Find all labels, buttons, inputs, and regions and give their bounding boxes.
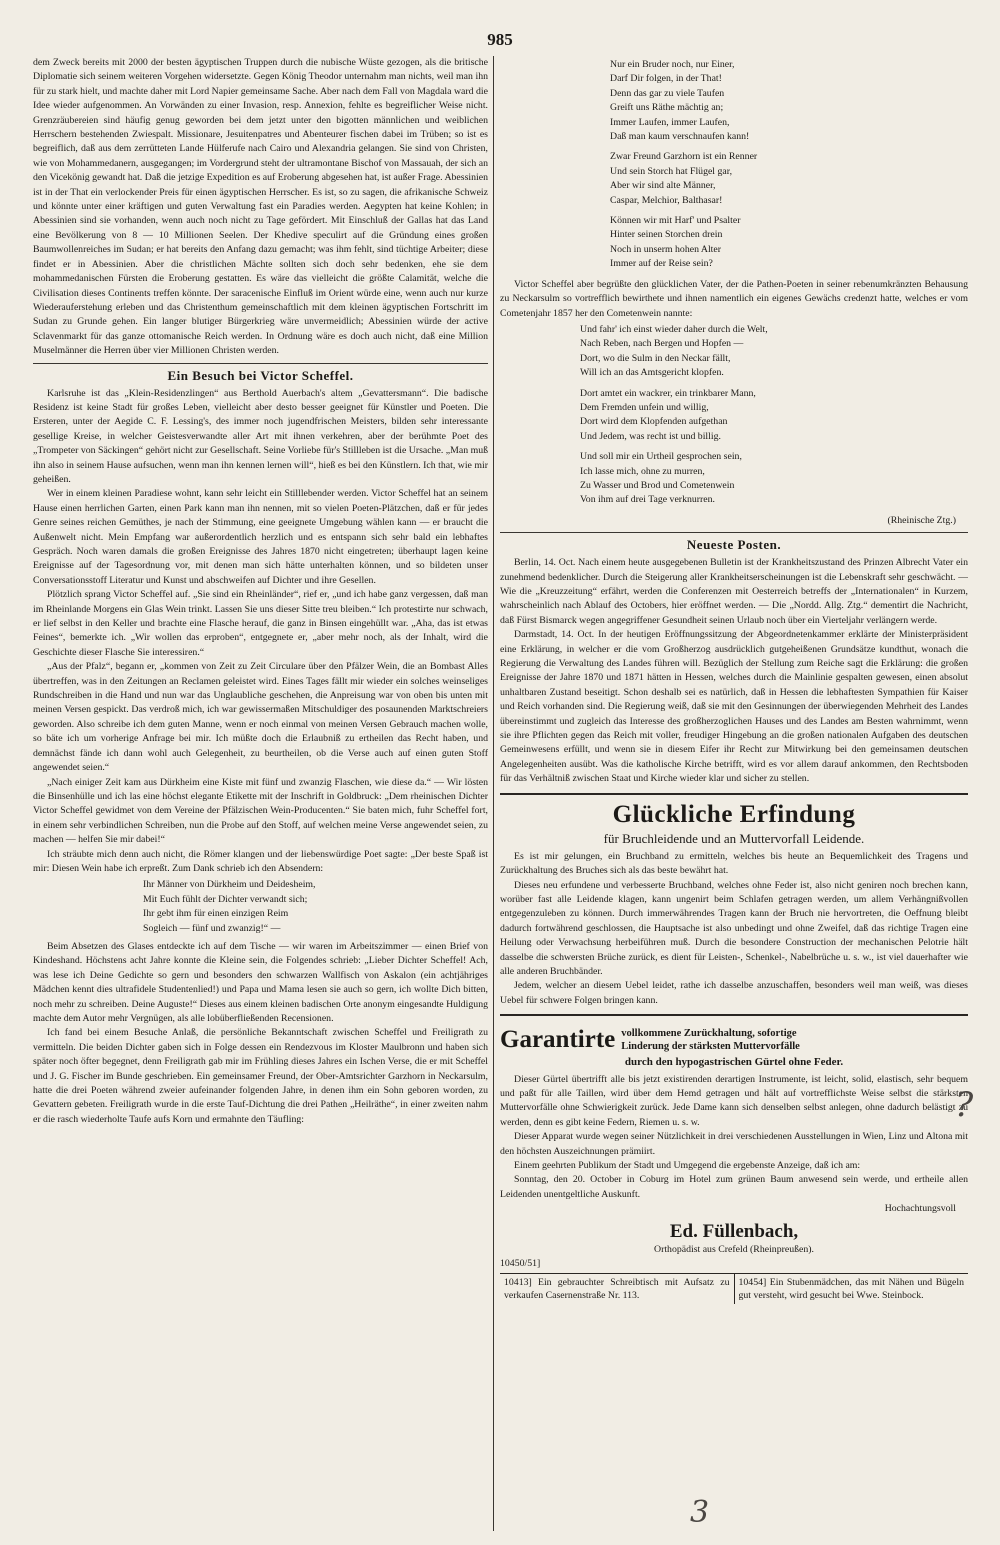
ad-text: Einem geehrten Publikum der Stadt und Umgegend die ergebenste Anzeige, daß ich am: <box>514 1160 861 1171</box>
ad-subtitle: durch den hypogastrischen Gürtel ohne Feder. <box>624 1056 844 1069</box>
news-heading: Neueste Posten. <box>686 537 782 553</box>
ad-text: Es ist mir gelungen, ein Bruchband zu ermitteln, welches bis heute an Bequemlichkeit des Tragens und Zurückhaltung des Bruches sich als das beste bewährt hat. <box>500 850 968 877</box>
ad-header-line: Linderung der stärksten Muttervorfälle <box>621 1041 800 1053</box>
poem-line: Können wir mit Harf' und Psalter <box>610 215 741 227</box>
poem-line: Und soll mir ein Urtheil gesprochen sein, <box>580 451 742 463</box>
article-paragraph: Beim Absetzen des Glases entdeckte ich auf dem Tische — wir waren im Arbeitszimmer — einen Brief von Kindeshand. Höchstens acht Jahre konnte die Kleine sein, die Folgendes schrieb: „Lieber Dichter Scheffel! Ach, was lese ich Deine Gedichte so gern und besonders den schwarzen Wallfisch von Askalon (ein achtjähriges Mädchen kennt dies ultrafidele Studentenlied!) und Papa und Mama lesen sie auch so gern, ich wollte Dich bitten, noch mehr zu schreiben. Deine Auguste!“ Dieses aus einem kleinen badischen Orte anonym eingesandte Huldigung machte dem Autor mehr Vergnügen, als alle lobüberfließenden Recensionen. <box>33 940 488 1024</box>
ad-subtitle: für Bruchleidende und an Muttervorfall Leidende. <box>603 830 865 846</box>
poem-stanza <box>580 387 968 445</box>
article-heading: Ein Besuch bei Victor Scheffel. <box>167 367 354 383</box>
handwritten-mark: 3 <box>690 1495 710 1530</box>
poem-stanza <box>580 450 968 508</box>
poem-line: Immer auf der Reise sein? <box>610 258 713 270</box>
article-paragraph: „Nach einiger Zeit kam aus Dürkheim eine Kiste mit fünf und zwanzig Flaschen, wie diese da.“ — Wir lösten die Binsenhülle und ich las eine höchst elegante Etikette mit der Inschrift in Goldbruck: „Dem rheinischen Dichter Victor Scheffel gewidmet von dem Vereine der Pfälzischen Wein-Producenten.“ Sie baten mich, fuhr Scheffel fort, in einem sehr verbindlichen Schreiben, nun die Probe auf den Stoff, auf welchen meine Verse angewendet seien, zu machen — helfen Sie mir dabei!“ <box>33 776 488 846</box>
article-paragraph: „Aus der Pfalz“, begann er, „kommen von Zeit zu Zeit Circulare über den Pfälzer Wein, die an Bombast Alles übertreffen, was in den Zeitungen an Reclamen geleistet wird. Eines Tages fällt mir wieder ein solches weinseliges Rundschreiben in die Hand und nun war das Unglaubliche geschehen, die Anpreisung war von oben bis unten mit meinen Versen gespickt. Das verdroß mich, ich war gewissermaßen Mitschuldiger des posaunenden Marktschreiers geworden. Also schreibe ich dem guten Manne, wenn er noch einmal von meinen Versen Gebrauch machen wolle, so bäte ich um vorherige Anfrage bei mir. Ich müßte doch die Erlaubniß zu ertheilen das Recht haben, und demnächst fände ich dann wohl auch Gelegenheit, zu beurtheilen, ob die Verse auch auf einen guten Stoff angewendet seien.“ <box>33 661 488 774</box>
article-paragraph: Wer in einem kleinen Paradiese wohnt, kann sehr leicht ein Stilllebender werden. Victor Scheffel hat an seinem Hause einen herrlichen Garten, einen Park kann man ihn nennen, mit so vielen Poeten-Plätzchen, daß er für jedes Genre seines reichen Gemüthes, je nach der Stimmung, eine geeignete Umgebung wählen kann — er braucht die Außenwelt nicht. Mein Empfang war außerordentlich herzlich und es entspann sich sehr bald ein lebhaftes Gespräch. Noch waren damals die großen Ereignisse des Jahres 1870 nicht eingetreten; überhaupt lagen keine Ereignisse auf der Tagesordnung vor, mit denen man sich hätte unterhalten können, und so bildeten unser Conversationsstoff Literatur und Kunst und abschweifen auf Dichter und ihre Gesellen. <box>33 488 488 586</box>
poem-line: Und fahr' ich einst wieder daher durch die Welt, <box>580 323 768 335</box>
ad-signature-subtitle: Orthopädist aus Crefeld (Rheinpreußen). <box>654 1243 814 1255</box>
poem-line: Mit Euch fühlt der Dichter verwandt sich; <box>143 893 308 905</box>
poem-line: Dort wird dem Klopfenden aufgethan <box>580 416 728 428</box>
news-item: Berlin, 14. Oct. Nach einem heute ausgegebenen Bulletin ist der Krankheitszustand des Prinzen Albrecht Vater ein zunehmend bedenklicher. Durch die Steigerung aller Krankheitserscheinungen ist die Lebenskraft sehr geschwächt. — Wie die „Kreuzzeitung“ erfährt, werden die Conferenzen mit Oesterreich betreffs der „Internationalen“ in Kurzem, wahrscheinlich nach Ablauf des Octobers, hier eröffnet werden. — Die „Nordd. Allg. Ztg.“ dementirt die Nachricht, daß Fürst Bismarck wegen angegriffener Gesundheit seinen Urlaub noch über ein Vierteljahr verlängern werde. <box>500 557 968 626</box>
ad-closing: Hochachtungsvoll <box>884 1203 956 1215</box>
poem-line: Dort, wo die Sulm in den Neckar fällt, <box>580 352 731 364</box>
poem-stanza <box>610 214 968 272</box>
poem-line: Darf Dir folgen, in der That! <box>610 73 722 85</box>
ad-text: Sonntag, den 20. October in Coburg im Hotel zum grünen Baum anwesend sein werde, und ertheile allen Leidenden unentgeltliche Auskunft. <box>500 1174 968 1200</box>
ad-id: 10450/51] <box>500 1258 541 1270</box>
page-number: 985 <box>487 30 513 49</box>
ad-text: Jedem, welcher an diesem Uebel leidet, rathe ich dasselbe anzuschaffen, besonders weil man weiß, was dieses Uebel für schwere Folgen bringen kann. <box>500 980 968 1006</box>
ad-signature: Ed. Füllenbach, <box>669 1220 799 1242</box>
poem-line: Zu Wasser und Brod und Cometenwein <box>580 479 735 491</box>
handwritten-mark: ? <box>955 1085 974 1125</box>
news-item: Darmstadt, 14. Oct. In der heutigen Eröffnungssitzung der Abgeordnetenkammer erklärte der Ministerpräsident eine Erklärung, in welcher er die vom Großherzog ausdrücklich gutgeheißenen Grundsätze kundthut, wonach die Regierung die Verwaltung des Landes führen will. Bezüglich der Stellung zum Reiche sagt die Erklärung: die großen Ereignisse der Jahre 1870 und 1871 hätten in Hessen, welches durch die Mainlinie gespalten gewesen, einen absolut unhaltbaren Zustand beseitigt. Schon deshalb sei es natürlich, daß in Hessen die lebhaftesten Sympathien für Kaiser und Reich vorhanden sind. Die Regierung weiß, daß sie mit den Gesinnungen der überwiegenden Mehrheit des Landes übereinstimmt und zugleich das Interesse des großherzoglichen Hauses und des Landes am Besten wahrnimmt, wenn sie ihre Pflichten gegen das Reich mit voller, freudiger Hingebung an die großen nationalen Aufgaben des deutschen Gemeinwesens erfüllt, und wenn sie in diesem Eifer ihr Recht zur Mitwirkung bei den gemeinsamen deutschen Angelegenheiten ausübt. Was die katholische Kirche betrifft, wird es vor allem darauf ankommen, den Rechtsboden für das Verhältniß zwischen Staat und Kirche wieder klar und sicher zu stellen. <box>500 629 968 785</box>
poem-line: Ich lasse mich, ohne zu murren, <box>580 465 705 477</box>
ad-title: Glückliche Erfindung <box>612 800 856 828</box>
ad-text: Dieser Apparat wurde wegen seiner Nützlichkeit in drei verschiedenen Ausstellungen in Wien, Linz und Altona mit den höchsten Auszeichnungen prämiirt. <box>500 1131 968 1157</box>
column-divider <box>33 363 488 364</box>
poem-line: Daß man kaum verschnaufen kann! <box>610 131 750 143</box>
poem-line: Von ihm auf drei Tage verknurren. <box>580 494 715 506</box>
poem-stanza <box>580 323 968 381</box>
poem-line: Ihr gebt ihm für einen einzigen Reim <box>143 908 289 920</box>
advertisement-guertel <box>500 1014 968 1271</box>
poem-line: Und sein Storch hat Flügel gar, <box>610 165 733 177</box>
left-column <box>33 56 488 1531</box>
article-paragraph: Ich fand bei einem Besuche Anlaß, die persönliche Bekanntschaft zwischen Scheffel und Freiligrath zu vermitteln. Die beiden Dichter gaben sich in Folge dessen ein Rendezvous im Kloster Maulbronn und haben sich später noch öfter begegnet, denn Freiligrath gab mir im Frühling dieses Jahres ein Ischen Verse, die er mit Scheffel und J. G. Fischer im Bunde geschrieben. Ein gemeinsamer Freund, der Ober-Amtsrichter Garzhorn in Neckarsulm, hatte die drei Poeten während zweier aufeinander folgenden Jahre, in denen ihm ein Sohn geboren worden, zu Gevattern gebeten. Freiligrath wurde in die erste Tauf-Dichtung die drei Pathen „Heilräthe“, in einer zweiten nahm er die rasch wiederholte Taufe aufs Korn und ermahnte den Täufling: <box>33 1027 488 1125</box>
advertisement-bruchband <box>500 793 968 1008</box>
ad-title: Garantirte <box>500 1026 616 1054</box>
ad-header <box>500 1026 968 1054</box>
poem-line: Nach Reben, nach Bergen und Hopfen — <box>580 338 744 350</box>
poem-line: Greift uns Räthe mächtig an; <box>610 102 724 114</box>
poem-line: Und Jedem, was recht ist und billig. <box>580 430 721 442</box>
poem-block <box>500 323 968 508</box>
poem-line: Caspar, Melchior, Balthasar! <box>610 194 723 206</box>
article-source: (Rheinische Ztg.) <box>887 514 956 526</box>
poem-stanza <box>610 58 968 144</box>
article-paragraph: Karlsruhe ist das „Klein-Residenzlingen“ aus Berthold Auerbach's altem „Gevattersmann“. Die badische Residenz ist keine Stadt für großes Leben, vielleicht aber desto besser geeignet für Künstler und Poeten. Die Ersteren, unter der Aegide C. F. Lessing's, des immer noch jugendfrischen Meisters, bilden sehr interessante gesellige Kreise, in welcher Geistesverwandte aller Art mit ihnen verkehren, aber der berühmte Poet des „Trompeter von Säckingen“ gehört nicht zur Gesellschaft. Seine Vorliebe für's Stillleben ist die Ursache. „Man muß ihn also in seinem Hause aufsuchen, wenn man ihn kennen lernen will“, hieß es bei den Künstlern. Ich that, wie mir geheißen. <box>33 387 488 485</box>
article-paragraph: dem Zweck bereits mit 2000 der besten ägyptischen Truppen durch die nubische Wüste gezogen, als die britische Diplomatie sich seinem weiteren Vorgehen widersetzte. Gegen König Theodor unternahm man nichts, weil man ihn für zu stark hielt, und machte daher mit Lord Napier gemeinsame Sache. Aber nach dem Fall von Magdala ward die Idee wieder aufgenommen. An Vorwänden zu einer Invasion, resp. Annexion, fehlte es begreiflicher Weise nicht. Grenzräubereien sind häufig genug geworden bei dem jetzt unter den bigotten männlichen und weiblichen Herrschern bestehenden Zwiespalt. Missionare, Jesuitenpatres und Abenteurer fischen dabei im Trüben; so ist es begreiflich, daß aus dem zerrütteten Lande Hülferufe nach Cairo und Alexandria gelangen. Sie sind von Christen, wie von Mohammedanern, ausgegangen; im Vordergrund steht der ultramontane Bischof von Massauah, der sich an den Vicekönig gewandt hat. Daß die jetzige Expedition es auf Eroberung abgesehen hat, ist außer Frage. Abessinien ist in der That ein verlockender Preis für einen ägyptischen Herrscher. Es ist, so zu sagen, die afrikanische Schweiz und könnte unter einer kräftigen und guten Verwaltung fast ein Paradies werden. Aegypten hat keine Kohlen; in Abessinien sind sie vorhanden, wenn auch noch nicht zu Tage gefördert. Mit Einschluß der Gallas hat das Land eine Bevölkerung von 8 — 10 Millionen Seelen. Der Khedive speculirt auf die Gründung eines großen Baumwollenreiches im Sudan; er hat bereits den Anfang dazu gemacht; was ihm fehlt, sind tüchtige Arbeiter; diese findet er in Abessinien. Aber die christlichen Mächte sollten sich doch sehr bedenken, ehe sie dem mohammedanischen Fürsten die Eroberung gestatten. Es wäre das vielleicht die größte Calamität, welche die Civilisation dieses Continents treffen könnte. Der saracenische Einfluß im Orient würde eine, wenn auch nur kurze Wiederauferstehung erleben und das Christenthum gemeinschaftlich mit dem kleinen ägyptischen Fortschritt im Sudan zu Grunde gehen. Ein langer blutiger Bürgerkrieg wäre unvermeidlich; Abessinien würde der active Sclavenmarkt für das ganze ottomanische Reich werden. In Ordnung wäre es doch auch nicht, daß eine Million Muselmänner die Herren über vier Millionen Christen werden. <box>33 57 488 357</box>
poem-line: Ihr Männer von Dürkheim und Deidesheim, <box>143 879 316 891</box>
right-column <box>500 56 968 1531</box>
poem-block <box>33 878 488 936</box>
classified-ads <box>500 1273 968 1304</box>
ad-text: Dieses neu erfundene und verbesserte Bruchband, welches ohne Feder ist, also nicht geniren noch brechen kann, worüber fast alle Leidende klagen, kann ungenirt beim Schlafen getragen werden, um allem Verhängnißvollen entgegenzuleben zu können. Durch immerwährendes Tragen kann der Bruch nie hervortreten, die Oeffnung bleibt dadurch fortwährend geschlossen, die Hauptsache ist also unbedingt und ohne Zweifel, daß das richtige Tragen eine Heilung oder Verwachsung herbeiführen muß. Durch die besondere Construction der mechanischen Pelotrie hält dasselbe die schwersten Brüche zurück, es dient für Leisten-, Schenkel-, Nabelbrüche u. s. w., ist viel dauerhafter wie alle anderen Bruchbänder. <box>500 879 968 977</box>
poem-line: Denn das gar zu viele Taufen <box>610 87 725 99</box>
classified-ad: 10413] Ein gebrauchter Schreibtisch mit Aufsatz zu verkaufen Casernenstraße Nr. 113. <box>504 1277 730 1302</box>
column-divider <box>500 532 968 533</box>
classified-ad: 10454] Ein Stubenmädchen, das mit Nähen und Bügeln gut versteht, wird gesucht bei Wwe. Steinbock. <box>734 1274 969 1304</box>
poem-line: Immer Laufen, immer Laufen, <box>610 116 730 128</box>
poem-block <box>500 58 968 272</box>
poem-line: Noch in unserm hohen Alter <box>610 243 722 255</box>
ad-header-line: vollkommene Zurückhaltung, sofortige <box>621 1028 797 1040</box>
article-paragraph: Plötzlich sprang Victor Scheffel auf. „Sie sind ein Rheinländer“, rief er, „und ich habe ganz vergessen, daß man im Rheinlande Morgens ein Glas Wein trinkt. Lassen Sie uns dieser Sitte treu bleiben.“ Ich protestirte nur schwach, er lief selbst in den Keller und brachte eine Flasche herauf, die ganz in Binsen eingehüllt war. „Aha, das ist etwas Feines“, bemerkte ich. „Wir wollen das erproben“, entgegnete er, „aber mehr noch, als der Inhalt, wird die Geschichte dieser Flasche Sie interessiren.“ <box>33 589 488 658</box>
poem-line: Nur ein Bruder noch, nur Einer, <box>610 59 735 70</box>
poem-line: Dem Fremden unfein und willig, <box>580 401 709 413</box>
article-paragraph: Ich sträubte mich denn auch nicht, die Römer klangen und der liebenswürdige Poet sagte: „Der beste Spaß ist mir: Diesen Wein habe ich erpreßt. Zum Dank schrieb ich den Absendern: <box>33 848 488 874</box>
ad-header-lines <box>621 1027 800 1053</box>
poem-line: Sogleich — fünf und zwanzig!“ — <box>143 922 281 934</box>
poem-line: Hinter seinen Storchen drein <box>610 229 723 241</box>
poem-line: Zwar Freund Garzhorn ist ein Renner <box>610 151 758 163</box>
poem-stanza <box>610 150 968 208</box>
column-rule <box>493 56 494 1531</box>
poem-line: Will ich an das Amtsgericht klopfen. <box>580 367 724 379</box>
article-paragraph: Victor Scheffel aber begrüßte den glücklichen Vater, der die Pathen-Poeten in seiner rebenumkränzten Behausung zu Neckarsulm so vortrefflich bewirthete und ihnen namentlich ein eigenes Gewächs credenzt hatte, welches er vom Cometenjahr 1857 her den Cometenwein nannte: <box>500 278 968 319</box>
ad-text: Dieser Gürtel übertrifft alle bis jetzt existirenden derartigen Instrumente, ist leicht, solid, elastisch, sehr bequem und paßt für alle Taillen, wird über dem Hemd getragen und hält auf vortrefflichste Weise selbst die stärksten Muttervorfälle ohne Schwierigkeit zurück. Jede Dame kann sich denselben selbst anlegen, ohne dadurch belästigt zu werden, denn es gibt keine Federn, Riemen u. s. w. <box>500 1073 968 1128</box>
poem-line: Aber wir sind alte Männer, <box>610 180 716 192</box>
poem-line: Dort amtet ein wackrer, ein trinkbarer Mann, <box>580 387 756 399</box>
